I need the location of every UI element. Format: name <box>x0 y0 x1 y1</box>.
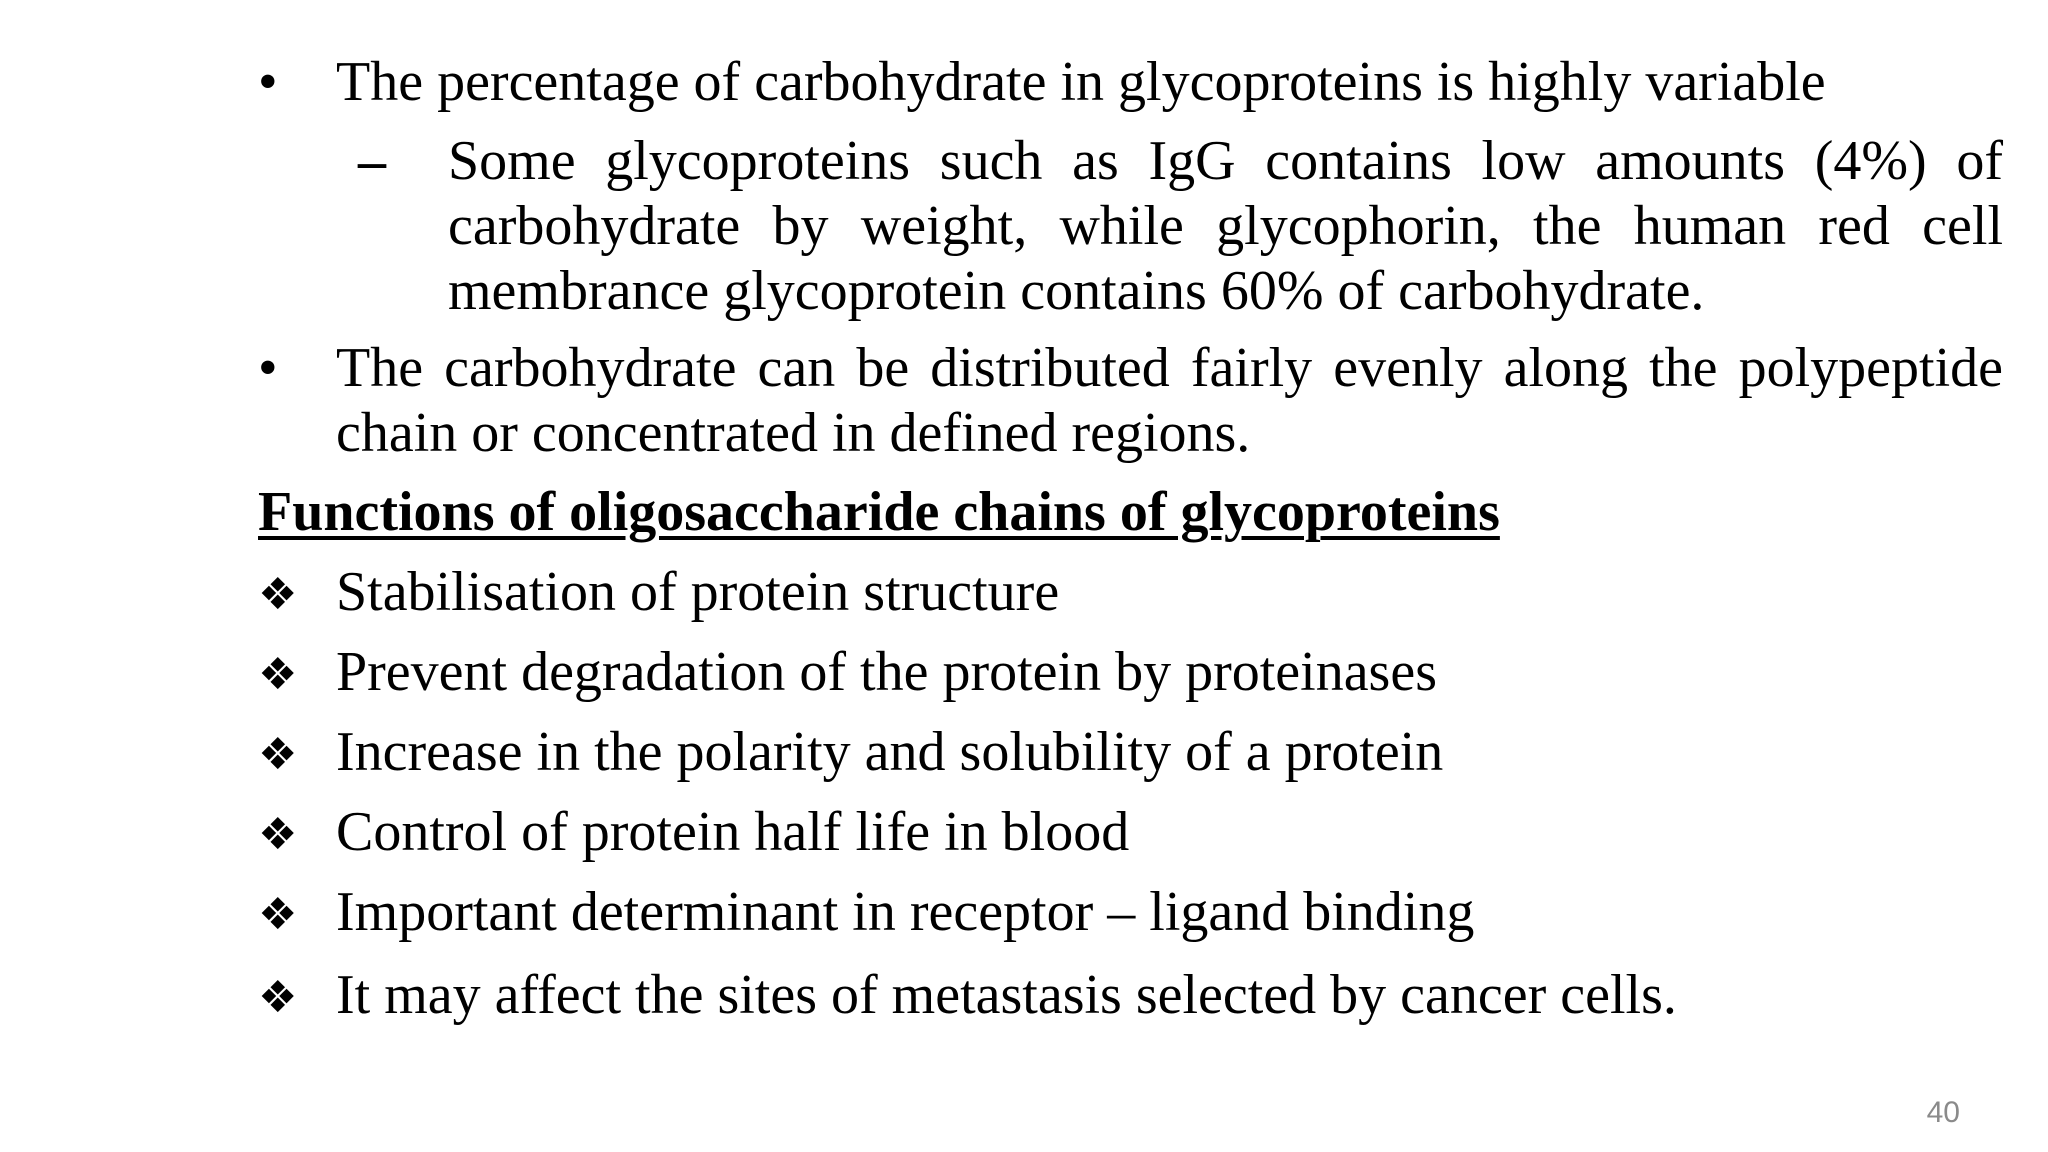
list-item-text: Prevent degradation of the protein by proteinases <box>336 641 1437 703</box>
sub-bullet-text: Some glycoproteins such as IgG contains low amounts (4%) of carbohydrate by weight, while glycophorin, the human red cell membrance glycoprotein contains 60% of carbohydrate. <box>448 130 2003 322</box>
diamond-bullet-icon: ❖ <box>258 729 298 780</box>
bullet-item-2 <box>258 336 2003 466</box>
section-heading: Functions of oligosaccharide chains of glycoproteins <box>258 481 1500 543</box>
list-item <box>258 800 2003 865</box>
diamond-bullet-icon: ❖ <box>258 972 298 1023</box>
page-number: 40 <box>1926 1096 1960 1129</box>
list-item-text: It may affect the sites of metastasis selected by cancer cells. <box>336 964 1677 1026</box>
bullet-item-1 <box>258 50 2003 115</box>
sub-bullet-item <box>358 129 2003 324</box>
diamond-bullet-icon: ❖ <box>258 889 298 940</box>
slide-content <box>258 50 2003 1028</box>
list-item-text: Stabilisation of protein structure <box>336 561 1060 623</box>
bullet-text: The percentage of carbohydrate in glycoproteins is highly variable <box>336 51 1826 113</box>
list-item <box>258 880 2003 945</box>
list-item <box>258 560 2003 625</box>
list-item <box>258 640 2003 705</box>
diamond-bullet-icon: ❖ <box>258 569 298 620</box>
bullet-dot-icon: • <box>258 337 278 399</box>
dash-icon: – <box>358 130 386 192</box>
bullet-text: The carbohydrate can be distributed fairly evenly along the polypeptide chain or concentrated in defined regions. <box>336 337 2003 464</box>
list-item <box>258 720 2003 785</box>
list-item-text: Important determinant in receptor – ligand binding <box>336 881 1475 943</box>
list-item-text: Increase in the polarity and solubility of a protein <box>336 721 1444 783</box>
bullet-dot-icon: • <box>258 51 278 113</box>
list-item <box>258 963 2003 1028</box>
list-item-text: Control of protein half life in blood <box>336 801 1130 863</box>
functions-list <box>258 560 2003 1028</box>
diamond-bullet-icon: ❖ <box>258 809 298 860</box>
diamond-bullet-icon: ❖ <box>258 649 298 700</box>
